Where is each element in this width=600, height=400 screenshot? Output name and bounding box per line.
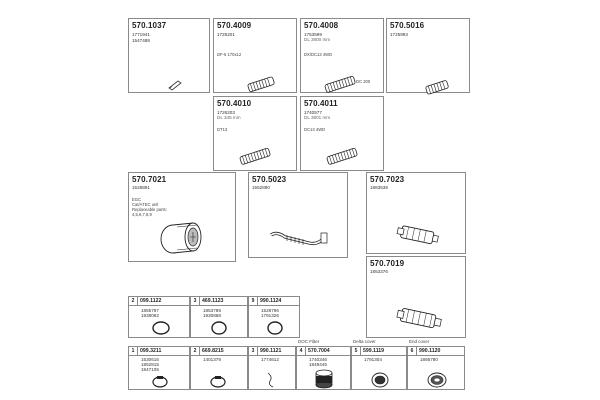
kit-part-number: 469.1123 <box>202 298 224 304</box>
part-number: 570.1037 <box>132 21 167 30</box>
kit-item-469-1123[interactable] <box>190 296 248 338</box>
part-ref: 1547488 <box>132 38 150 43</box>
kit-item-570-7004[interactable] <box>296 346 351 390</box>
part-card-570-4009[interactable] <box>213 18 297 93</box>
kit-ref: 1849445 <box>309 362 327 367</box>
kit-index: 3 <box>249 347 258 355</box>
part-ref: 1740577 <box>304 110 322 115</box>
part-card-570-7019[interactable] <box>366 256 466 338</box>
kit-part-number: 990.1121 <box>260 348 282 354</box>
clamp-bracket-drawing <box>167 79 183 91</box>
kit-ref: 1853789 <box>203 308 221 313</box>
part-card-570-7021[interactable] <box>128 172 236 262</box>
kit-group-label: DOC Filter <box>298 339 320 344</box>
kit-index: 6 <box>408 347 417 355</box>
part-number: 570.7019 <box>370 259 405 268</box>
strap-drawing <box>265 371 277 389</box>
kit-part-number: 099.1122 <box>140 298 162 304</box>
kit-part-number: 599.1119 <box>363 348 385 354</box>
part-ref: 1528891 <box>132 185 150 190</box>
kit-ref: 1774612 <box>261 357 279 362</box>
v-clamp-drawing <box>151 375 169 389</box>
part-number: 570.4010 <box>217 99 252 108</box>
kit-index: 4 <box>297 347 306 355</box>
kit-part-number: 570.7004 <box>308 348 330 354</box>
kit-group-label: End cover <box>409 339 430 344</box>
flex-pipe-drawing <box>244 75 280 93</box>
kit-header <box>191 347 247 356</box>
part-number: 570.4009 <box>217 21 252 30</box>
silencer-drawing <box>395 305 445 333</box>
part-note: 4,5,6,7,8,9 <box>132 212 152 217</box>
dimension-label: DC 200 <box>356 79 371 84</box>
part-note: EGC <box>132 197 142 202</box>
part-ref: 1853376 <box>370 269 388 274</box>
kit-header <box>191 297 247 306</box>
kit-header <box>249 347 295 356</box>
kit-item-990-1124[interactable] <box>248 296 300 338</box>
gasket-ring-drawing <box>265 320 285 336</box>
kit-item-669-8215[interactable] <box>190 346 248 390</box>
part-ref: DL 345 mm <box>217 115 241 120</box>
flex-pipe-drawing <box>323 147 363 165</box>
part-number: 570.4008 <box>304 21 339 30</box>
kit-header <box>352 347 406 356</box>
part-card-570-1037[interactable] <box>128 18 210 93</box>
part-card-570-4008[interactable] <box>300 18 384 93</box>
kit-item-099-1122[interactable] <box>128 296 190 338</box>
kit-part-number: 990.1124 <box>260 298 282 304</box>
kit-ref: 1938062 <box>141 313 159 318</box>
part-ref: 1753599 <box>304 32 322 37</box>
part-card-570-5016[interactable] <box>386 18 470 93</box>
part-ref: 1771941 <box>132 32 150 37</box>
part-number: 570.7021 <box>132 175 167 184</box>
part-card-570-4010[interactable] <box>213 96 297 171</box>
part-note: Replaceable parts: <box>132 207 167 212</box>
kit-index: 5 <box>352 347 361 355</box>
part-ref: 1726201 <box>217 32 235 37</box>
part-card-570-5023[interactable] <box>248 172 348 258</box>
kit-group-label: Delta cover <box>353 339 376 344</box>
part-number: 570.5023 <box>252 175 287 184</box>
kit-header <box>408 347 464 356</box>
kit-part-number: 099.3211 <box>140 348 162 354</box>
v-clamp-drawing <box>209 375 227 389</box>
kit-ref: 1852815 <box>141 362 159 367</box>
part-number: 570.5016 <box>390 21 425 30</box>
end-cover-drawing <box>426 371 448 389</box>
exhaust-pipe-drawing <box>267 223 331 253</box>
part-ref: DL 3800 mm <box>304 37 331 42</box>
kit-ref: 1740346 <box>309 357 327 362</box>
part-note: DT13 <box>217 127 228 132</box>
part-ref: 1552890 <box>252 185 270 190</box>
silencer-drawing <box>395 223 441 249</box>
kit-part-number: 990.1120 <box>419 348 441 354</box>
kit-part-number: 669.8215 <box>202 348 224 354</box>
part-ref: 1725993 <box>390 32 408 37</box>
kit-index: 1 <box>129 347 138 355</box>
kit-index: 9 <box>249 297 258 305</box>
part-ref: 1726203 <box>217 110 235 115</box>
flex-pipe-drawing <box>423 79 453 95</box>
kit-item-099-3211[interactable] <box>128 346 190 390</box>
kit-ref: 1855797 <box>141 308 159 313</box>
part-note: DC13 4WD <box>304 127 326 132</box>
part-ref: DL 3801 mm <box>304 115 331 120</box>
part-note: DF-5 170x12 <box>217 52 242 57</box>
doc-filter-drawing <box>313 369 335 389</box>
part-ref: 1883538 <box>370 185 388 190</box>
gasket-ring-drawing <box>209 320 229 336</box>
kit-index: 3 <box>191 297 200 305</box>
delta-cover-drawing <box>370 371 390 389</box>
kit-ref: 1930868 <box>203 313 221 318</box>
kit-ref: 1866780 <box>420 357 438 362</box>
part-card-570-7023[interactable] <box>366 172 466 254</box>
kit-ref: 1947105 <box>141 367 159 372</box>
kit-item-990-1120[interactable] <box>407 346 465 390</box>
kit-header <box>297 347 350 356</box>
part-note: Cat/ATEC unit <box>132 202 159 207</box>
part-card-570-4011[interactable] <box>300 96 384 171</box>
kit-ref: 1401379 <box>203 357 221 362</box>
flex-pipe-drawing <box>236 147 276 165</box>
egc-unit-drawing <box>157 217 207 257</box>
kit-ref: 1791304 <box>364 357 382 362</box>
kit-index: 2 <box>191 347 200 355</box>
flex-pipe-drawing <box>321 75 361 93</box>
kit-item-599-1119[interactable] <box>351 346 407 390</box>
kit-header <box>249 297 299 306</box>
part-number: 570.4011 <box>304 99 338 108</box>
kit-index: 2 <box>129 297 138 305</box>
kit-ref: 1791326 <box>261 313 279 318</box>
kit-header <box>129 347 189 356</box>
gasket-ring-drawing <box>151 320 171 336</box>
kit-item-990-1121[interactable] <box>248 346 296 390</box>
kit-header <box>129 297 189 306</box>
kit-ref: 1528796 <box>261 308 279 313</box>
part-number: 570.7023 <box>370 175 405 184</box>
kit-ref: 1530616 <box>141 357 159 362</box>
part-note: DX/DC13 4WD <box>304 52 333 57</box>
